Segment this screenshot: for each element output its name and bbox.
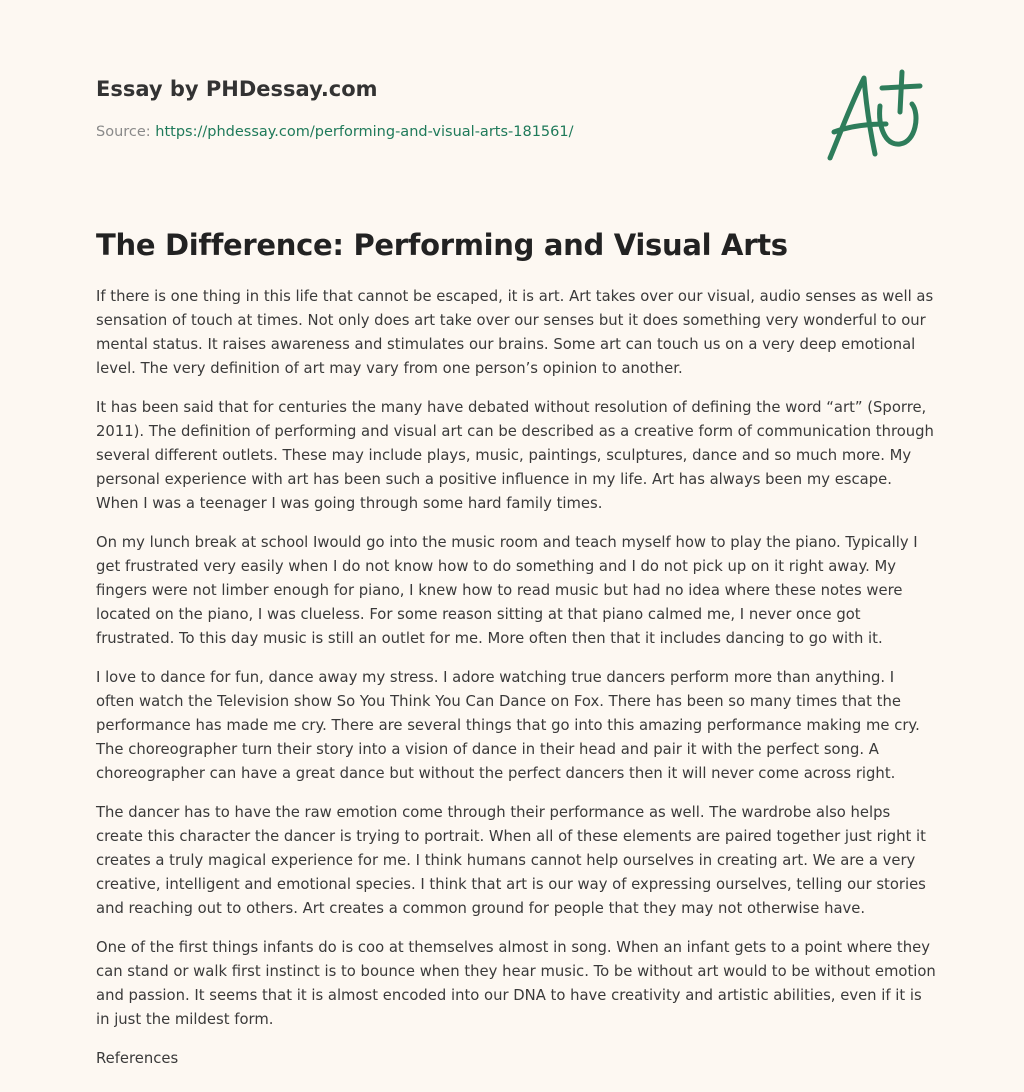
a-plus-logo-icon xyxy=(820,66,930,166)
article-body xyxy=(96,285,936,1086)
paragraph: It has been said that for centuries the many have debated without resolution of defining the word “art” (Sporre, 2011). The definition of performing and visual art can be described as a creative form of communication through several different outlets. These may include plays, music, paintings, sculptures, dance and so much more. My personal experience with art has been such a positive influence in my life. Art has always been my escape. When I was a teenager I was going through some hard family times. xyxy=(96,399,934,512)
source-label: Source: xyxy=(96,124,156,140)
paragraph: The dancer has to have the raw emotion come through their performance as well. The wardrobe also helps create this character the dancer is trying to portrait. When all of these elements are paired together just right it creates a truly magical experience for me. I think humans cannot help ourselves in creating art. We are a very creative, intelligent and emotional species. I think that art is our way of expressing ourselves, telling our stories and reaching out to others. Art creates a common ground for people that they may not otherwise have. xyxy=(96,804,926,917)
article-title: The Difference: Performing and Visual Arts xyxy=(96,228,788,262)
paragraph: One of the first things infants do is coo at themselves almost in song. When an infant gets to a point where they can stand or walk first instinct is to bounce when they hear music. To be without art would to be without emotion and passion. It seems that it is almost encoded into our DNA to have creativity and artistic abilities, even if it is in just the mildest form. xyxy=(96,939,936,1028)
source-line xyxy=(96,122,816,142)
paragraph: On my lunch break at school Iwould go into the music room and teach myself how to play the piano. Typically I get frustrated very easily when I do not know how to do something and I do not pick up on it right away. My fingers were not limber enough for piano, I knew how to read music but had no idea where these notes were located on the piano, I was clueless. For some reason sitting at that piano calmed me, I never once got frustrated. To this day music is still an outlet for me. More often then that it includes dancing to go with it. xyxy=(96,534,918,647)
site-brand: Essay by PHDessay.com xyxy=(96,77,378,101)
references-heading: References xyxy=(96,1050,179,1067)
header xyxy=(96,74,816,142)
source-link[interactable]: https://phdessay.com/performing-and-visual-arts-181561/ xyxy=(155,124,574,140)
paragraph: If there is one thing in this life that cannot be escaped, it is art. Art takes over our visual, audio senses as well as sensation of touch at times. Not only does art take over our senses but it does something very wonderful to our mental status. It raises awareness and stimulates our brains. Some art can touch us on a very deep emotional level. The very definition of art may vary from one person’s opinion to another. xyxy=(96,288,934,377)
paragraph: I love to dance for fun, dance away my stress. I adore watching true dancers perform more than anything. I often watch the Television show So You Think You Can Dance on Fox. There has been so many times that the performance has made me cry. There are several things that go into this amazing performance making me cry. The choreographer turn their story into a vision of dance in their head and pair it with the perfect song. A choreographer can have a great dance but without the perfect dancers then it will never come across right. xyxy=(96,669,920,782)
